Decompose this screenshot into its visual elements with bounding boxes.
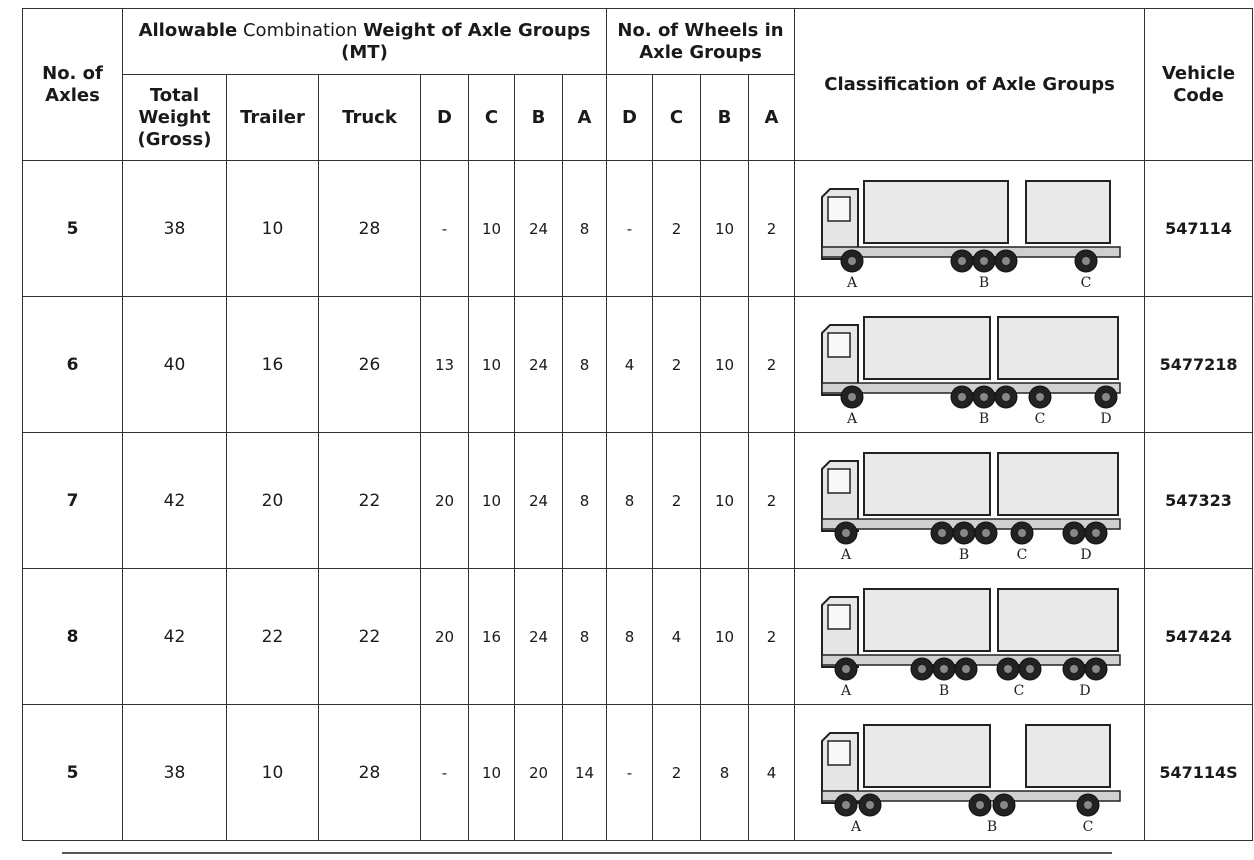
header-no-of-wheels: No. of Wheels in Axle Groups [607, 9, 795, 75]
axle-group-label: C [1016, 546, 1027, 563]
wheel-hub-icon [1102, 393, 1110, 401]
wheels-b-cell: 10 [701, 569, 749, 705]
header-truck: Truck [319, 75, 421, 161]
wheel-hub-icon [1026, 665, 1034, 673]
header-total-weight: Total Weight (Gross) [123, 75, 227, 161]
truck-cargo-body [864, 589, 990, 651]
wheels-d-cell: 8 [607, 433, 653, 569]
axle-group-label: A [846, 410, 857, 427]
truck-cargo-body [864, 725, 990, 787]
weight-d-cell: 20 [421, 569, 469, 705]
wheels-a-cell: 2 [749, 161, 795, 297]
trailer-cargo-body [1026, 181, 1110, 243]
wheel-hub-icon [1084, 801, 1092, 809]
weight-b-cell: 24 [515, 433, 563, 569]
axle-group-label: A [840, 682, 851, 699]
weight-a-cell: 8 [563, 297, 607, 433]
axle-group-label: A [850, 818, 861, 835]
table-row [23, 569, 1253, 705]
header-classification: Classification of Axle Groups [795, 9, 1145, 161]
wheel-hub-icon [918, 665, 926, 673]
axle-group-label: B [986, 818, 997, 835]
vehicle-code-cell: 547424 [1145, 569, 1253, 705]
axle-group-label: A [840, 546, 851, 563]
truck-trailer-diagram [812, 575, 1128, 699]
wheel-hub-icon [848, 393, 856, 401]
wheel-hub-icon [1070, 529, 1078, 537]
weight-a-cell: 8 [563, 433, 607, 569]
wheel-hub-icon [1018, 529, 1026, 537]
trailer-cell: 16 [227, 297, 319, 433]
axle-group-label: B [978, 410, 989, 427]
truck-cargo-body [864, 317, 990, 379]
truck-cargo-body [864, 181, 1008, 243]
wheel-hub-icon [1092, 529, 1100, 537]
truck-cell: 22 [319, 569, 421, 705]
wheels-d-cell: 8 [607, 569, 653, 705]
wheel-hub-icon [960, 529, 968, 537]
cab-window [828, 741, 850, 765]
wheels-d-cell: - [607, 705, 653, 841]
wheels-b-cell: 10 [701, 161, 749, 297]
vehicle-code-cell: 5477218 [1145, 297, 1253, 433]
weight-c-cell: 10 [469, 705, 515, 841]
wheel-hub-icon [976, 801, 984, 809]
axles-cell: 7 [23, 433, 123, 569]
axle-diagram-cell [795, 161, 1145, 297]
axle-group-label: C [1013, 682, 1024, 699]
axle-group-label: B [938, 682, 949, 699]
header-allowable-word: Allowable [138, 19, 238, 41]
truck-cell: 22 [319, 433, 421, 569]
axle-group-label: B [958, 546, 969, 563]
truck-cell: 28 [319, 705, 421, 841]
wheels-d-cell: 4 [607, 297, 653, 433]
wheel-hub-icon [958, 393, 966, 401]
axles-cell: 5 [23, 161, 123, 297]
total-weight-cell: 38 [123, 161, 227, 297]
axle-weight-table [22, 8, 1253, 841]
total-weight-cell: 40 [123, 297, 227, 433]
wheel-hub-icon [848, 257, 856, 265]
trailer-cell: 20 [227, 433, 319, 569]
axle-group-label: A [846, 274, 857, 291]
wheels-a-cell: 4 [749, 705, 795, 841]
header-allowable-weight [123, 9, 607, 75]
wheels-c-cell: 2 [653, 705, 701, 841]
wheel-hub-icon [1002, 257, 1010, 265]
axles-cell: 5 [23, 705, 123, 841]
truck-trailer-diagram [812, 439, 1128, 563]
truck-cargo-body [864, 453, 990, 515]
wheel-hub-icon [1070, 665, 1078, 673]
weight-c-cell: 10 [469, 433, 515, 569]
wheels-b-cell: 8 [701, 705, 749, 841]
weight-b-cell: 24 [515, 569, 563, 705]
weight-c-cell: 10 [469, 297, 515, 433]
header-vehicle-code: Vehicle Code [1145, 9, 1253, 161]
header-weight-a: A [563, 75, 607, 161]
header-weight-axle-groups: Weight of Axle Groups (MT) [341, 19, 591, 63]
weight-a-cell: 8 [563, 569, 607, 705]
truck-cell: 26 [319, 297, 421, 433]
axle-group-label: C [1082, 818, 1093, 835]
weight-d-cell: - [421, 705, 469, 841]
trailer-cargo-body [998, 453, 1118, 515]
axles-cell: 8 [23, 569, 123, 705]
header-weight-b: B [515, 75, 563, 161]
wheels-c-cell: 2 [653, 161, 701, 297]
total-weight-cell: 42 [123, 569, 227, 705]
header-weight-c: C [469, 75, 515, 161]
axle-diagram-cell [795, 433, 1145, 569]
weight-d-cell: 20 [421, 433, 469, 569]
table-body [23, 161, 1253, 841]
axle-group-label: D [1099, 410, 1112, 427]
cab-window [828, 469, 850, 493]
wheels-b-cell: 10 [701, 433, 749, 569]
wheel-hub-icon [980, 257, 988, 265]
header-wheels-d: D [607, 75, 653, 161]
cab-window [828, 333, 850, 357]
weight-b-cell: 20 [515, 705, 563, 841]
weight-b-cell: 24 [515, 161, 563, 297]
wheel-hub-icon [962, 665, 970, 673]
vehicle-code-cell: 547114 [1145, 161, 1253, 297]
total-weight-cell: 38 [123, 705, 227, 841]
wheel-hub-icon [940, 665, 948, 673]
wheels-c-cell: 2 [653, 433, 701, 569]
trailer-cargo-body [998, 317, 1118, 379]
wheel-hub-icon [1036, 393, 1044, 401]
axle-group-label: D [1079, 546, 1092, 563]
truck-cell: 28 [319, 161, 421, 297]
wheel-hub-icon [980, 393, 988, 401]
header-combination-word: Combination [237, 19, 364, 41]
cab-window [828, 605, 850, 629]
trailer-cell: 10 [227, 705, 319, 841]
wheel-hub-icon [982, 529, 990, 537]
wheel-hub-icon [1082, 257, 1090, 265]
wheel-hub-icon [1002, 393, 1010, 401]
truck-trailer-diagram [812, 711, 1128, 835]
table-row [23, 297, 1253, 433]
wheel-hub-icon [842, 801, 850, 809]
table-row [23, 433, 1253, 569]
trailer-cargo-body [998, 589, 1118, 651]
trailer-cell: 10 [227, 161, 319, 297]
wheels-c-cell: 2 [653, 297, 701, 433]
wheel-hub-icon [842, 665, 850, 673]
wheel-hub-icon [1092, 665, 1100, 673]
wheels-c-cell: 4 [653, 569, 701, 705]
header-weight-d: D [421, 75, 469, 161]
table-row [23, 705, 1253, 841]
weight-a-cell: 14 [563, 705, 607, 841]
header-trailer: Trailer [227, 75, 319, 161]
weight-c-cell: 16 [469, 569, 515, 705]
cab-window [828, 197, 850, 221]
wheels-d-cell: - [607, 161, 653, 297]
wheel-hub-icon [866, 801, 874, 809]
truck-trailer-diagram [812, 167, 1128, 291]
header-wheels-a: A [749, 75, 795, 161]
weight-b-cell: 24 [515, 297, 563, 433]
wheel-hub-icon [1000, 801, 1008, 809]
bottom-rule [62, 852, 1112, 854]
header-wheels-b: B [701, 75, 749, 161]
wheel-hub-icon [938, 529, 946, 537]
wheels-a-cell: 2 [749, 297, 795, 433]
truck-trailer-diagram [812, 303, 1128, 427]
axle-diagram-cell [795, 569, 1145, 705]
axles-cell: 6 [23, 297, 123, 433]
axle-group-label: D [1078, 682, 1091, 699]
weight-d-cell: - [421, 161, 469, 297]
axle-group-label: C [1034, 410, 1045, 427]
weight-c-cell: 10 [469, 161, 515, 297]
axle-group-label: C [1080, 274, 1091, 291]
axle-group-label: B [978, 274, 989, 291]
weight-a-cell: 8 [563, 161, 607, 297]
wheel-hub-icon [958, 257, 966, 265]
wheel-hub-icon [1004, 665, 1012, 673]
header-wheels-c: C [653, 75, 701, 161]
total-weight-cell: 42 [123, 433, 227, 569]
vehicle-code-cell: 547114S [1145, 705, 1253, 841]
wheels-a-cell: 2 [749, 433, 795, 569]
wheels-a-cell: 2 [749, 569, 795, 705]
axle-diagram-cell [795, 297, 1145, 433]
trailer-cargo-body [1026, 725, 1110, 787]
vehicle-code-cell: 547323 [1145, 433, 1253, 569]
wheel-hub-icon [842, 529, 850, 537]
weight-d-cell: 13 [421, 297, 469, 433]
header-no-of-axles: No. of Axles [23, 9, 123, 161]
trailer-cell: 22 [227, 569, 319, 705]
wheels-b-cell: 10 [701, 297, 749, 433]
table-row [23, 161, 1253, 297]
axle-diagram-cell [795, 705, 1145, 841]
